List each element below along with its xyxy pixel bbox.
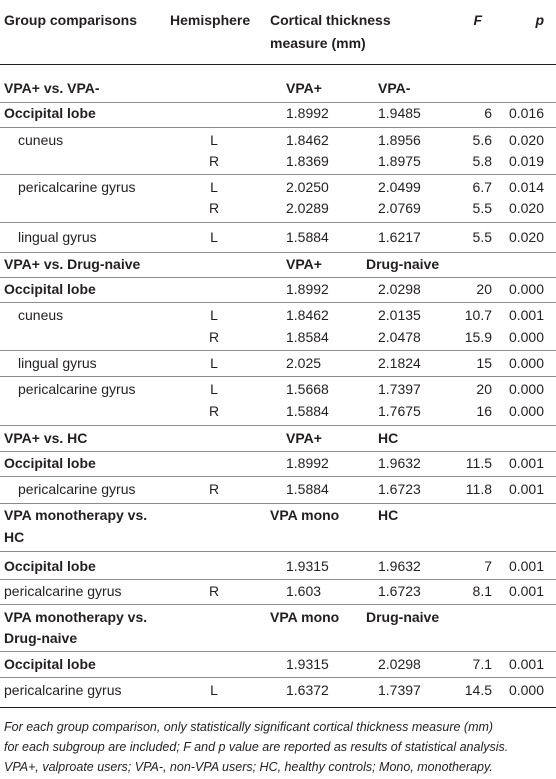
value-group2: 2.0298: [378, 281, 421, 297]
row-divider: [0, 376, 556, 377]
f-value: 5.6: [472, 132, 492, 148]
section-title-line1: VPA monotherapy vs.: [4, 609, 148, 625]
section-title-line2: Drug-naive: [4, 630, 78, 646]
value-group2: 1.7675: [378, 403, 421, 419]
value-group2: 2.1824: [378, 355, 421, 371]
section-title: VPA+ vs. Drug-naive: [4, 256, 141, 272]
region-label: pericalcarine gyrus: [18, 179, 136, 195]
group1-label: VPA+: [286, 430, 322, 446]
row-divider: [0, 651, 556, 652]
header-cortical-thickness-line2: measure (mm): [270, 35, 366, 51]
hemisphere: L: [210, 132, 218, 148]
row-divider: [0, 677, 556, 678]
group2-label: VPA-: [378, 80, 411, 96]
hemisphere: L: [210, 179, 218, 195]
hemisphere: R: [208, 153, 220, 169]
lobe-label: Occipital lobe: [4, 455, 96, 471]
row-divider: [0, 222, 556, 223]
p-value: 0.001: [508, 307, 544, 323]
p-value: 0.020: [508, 132, 544, 148]
p-value: 0.000: [508, 329, 544, 345]
value-group1: 1.8462: [286, 132, 329, 148]
region-label: pericalcarine gyrus: [18, 381, 136, 397]
value-group1: 2.0289: [286, 200, 329, 216]
group2-label: HC: [378, 430, 399, 446]
f-value: 6.7: [472, 179, 492, 195]
lobe-label: Occipital lobe: [4, 281, 96, 297]
row-divider: [0, 252, 556, 253]
value-group1: 1.603: [286, 583, 322, 599]
header-hemisphere: Hemisphere: [170, 12, 251, 28]
group1-label: VPA+: [286, 80, 322, 96]
f-value: 7: [484, 558, 492, 574]
value-group2: 1.9485: [378, 105, 421, 121]
row-divider: [0, 451, 556, 452]
value-group2: 1.8975: [378, 153, 421, 169]
p-value: 0.001: [508, 656, 544, 672]
value-group2: 1.9632: [378, 455, 421, 471]
row-divider: [0, 102, 556, 103]
f-value: 20: [476, 281, 492, 297]
lobe-label: Occipital lobe: [4, 105, 96, 121]
p-value: 0.000: [508, 381, 544, 397]
f-value: 15: [476, 355, 492, 371]
value-group1: 1.9315: [286, 656, 329, 672]
group2-label: Drug-naive: [366, 256, 440, 272]
hemisphere: R: [208, 329, 220, 345]
p-value: 0.001: [508, 455, 544, 471]
value-group1: 1.8992: [286, 281, 329, 297]
value-group1: 1.5884: [286, 403, 329, 419]
p-value: 0.001: [508, 558, 544, 574]
row-divider: [0, 350, 556, 351]
footnote-line1: For each group comparison, only statistically significant cortical thickness measure (mm): [4, 720, 494, 734]
row-divider: [0, 551, 556, 552]
p-value: 0.000: [508, 682, 544, 698]
section-title: VPA+ vs. VPA-: [4, 80, 100, 96]
lobe-label: Occipital lobe: [4, 656, 96, 672]
p-value: 0.001: [508, 583, 544, 599]
p-value: 0.016: [508, 105, 544, 121]
group1-label: VPA mono: [270, 507, 340, 523]
row-divider: [0, 277, 556, 278]
value-group1: 1.5884: [286, 481, 329, 497]
f-value: 14.5: [464, 682, 492, 698]
hemisphere: R: [208, 481, 220, 497]
hemisphere: R: [208, 403, 220, 419]
row-divider: [0, 127, 556, 128]
p-value: 0.000: [508, 403, 544, 419]
value-group2: 2.0298: [378, 656, 421, 672]
section-title: VPA+ vs. HC: [4, 430, 88, 446]
value-group2: 1.9632: [378, 558, 421, 574]
value-group1: 1.9315: [286, 558, 329, 574]
header-divider: [0, 64, 556, 65]
region-label: lingual gyrus: [18, 229, 97, 245]
region-label: cuneus: [18, 132, 64, 148]
value-group1: 1.8462: [286, 307, 329, 323]
value-group2: 2.0478: [378, 329, 421, 345]
value-group1: 1.8992: [286, 105, 329, 121]
f-value: 11.5: [465, 455, 492, 471]
footnote-line2: for each subgroup are included; F and p value are reported as results of statistical analysis.: [4, 740, 509, 754]
hemisphere: R: [208, 200, 220, 216]
group2-label: HC: [378, 507, 399, 523]
group1-label: VPA+: [286, 256, 322, 272]
value-group2: 1.7397: [378, 682, 421, 698]
value-group2: 2.0499: [378, 179, 421, 195]
f-value: 5.5: [472, 200, 492, 216]
hemisphere: L: [210, 682, 218, 698]
value-group1: 2.0250: [286, 179, 329, 195]
f-value: 8.1: [472, 583, 492, 599]
f-value: 16: [476, 403, 492, 419]
lobe-label: Occipital lobe: [4, 558, 96, 574]
f-value: 6: [484, 105, 492, 121]
region-label: lingual gyrus: [18, 355, 97, 371]
row-divider: [0, 174, 556, 175]
value-group1: 2.025: [286, 355, 322, 371]
p-value: 0.014: [508, 179, 544, 195]
p-value: 0.019: [508, 153, 544, 169]
p-value: 0.000: [508, 355, 544, 371]
group1-label: VPA mono: [270, 609, 340, 625]
value-group2: 1.6723: [378, 481, 421, 497]
value-group2: 2.0135: [378, 307, 421, 323]
row-divider: [0, 302, 556, 303]
value-group2: 1.7397: [378, 381, 421, 397]
value-group1: 1.8584: [286, 329, 329, 345]
header-group-comparisons: Group comparisons: [4, 12, 138, 28]
f-value: 20: [476, 381, 492, 397]
f-value: 5.8: [472, 153, 492, 169]
group2-label: Drug-naive: [366, 609, 440, 625]
value-group1: 1.5884: [286, 229, 329, 245]
value-group2: 1.8956: [378, 132, 421, 148]
f-value: 11.8: [465, 481, 492, 497]
row-divider: [0, 476, 556, 477]
f-value: 5.5: [472, 229, 492, 245]
row-divider: [0, 579, 556, 580]
table-bottom-rule: [0, 707, 556, 708]
row-divider: [0, 604, 556, 605]
value-group2: 1.6723: [378, 583, 421, 599]
row-divider: [0, 425, 556, 426]
value-group1: 1.8369: [286, 153, 329, 169]
header-f: F: [473, 12, 482, 28]
p-value: 0.001: [508, 481, 544, 497]
section-title-line1: VPA monotherapy vs.: [4, 507, 148, 523]
f-value: 7.1: [472, 656, 492, 672]
hemisphere: L: [210, 229, 218, 245]
p-value: 0.020: [508, 200, 544, 216]
value-group1: 1.5668: [286, 381, 329, 397]
hemisphere: L: [210, 355, 218, 371]
p-value: 0.020: [508, 229, 544, 245]
region-label: pericalcarine gyrus: [18, 481, 136, 497]
value-group1: 1.8992: [286, 455, 329, 471]
hemisphere: L: [210, 381, 218, 397]
footnote-line3: VPA+, valproate users; VPA-, non-VPA users; HC, healthy controls; Mono, monotherapy.: [4, 760, 493, 774]
header-p: p: [535, 12, 544, 28]
value-group2: 2.0769: [378, 200, 421, 216]
f-value: 15.9: [464, 329, 492, 345]
f-value: 10.7: [464, 307, 492, 323]
value-group1: 1.6372: [286, 682, 329, 698]
row-divider: [0, 503, 556, 504]
section-title-line2: HC: [4, 529, 25, 545]
p-value: 0.000: [508, 281, 544, 297]
value-group2: 1.6217: [378, 229, 421, 245]
hemisphere: R: [208, 583, 220, 599]
hemisphere: L: [210, 307, 218, 323]
region-label: cuneus: [18, 307, 64, 323]
region-label: pericalcarine gyrus: [4, 682, 122, 698]
region-label: pericalcarine gyrus: [4, 583, 122, 599]
header-cortical-thickness-line1: Cortical thickness: [270, 12, 391, 28]
